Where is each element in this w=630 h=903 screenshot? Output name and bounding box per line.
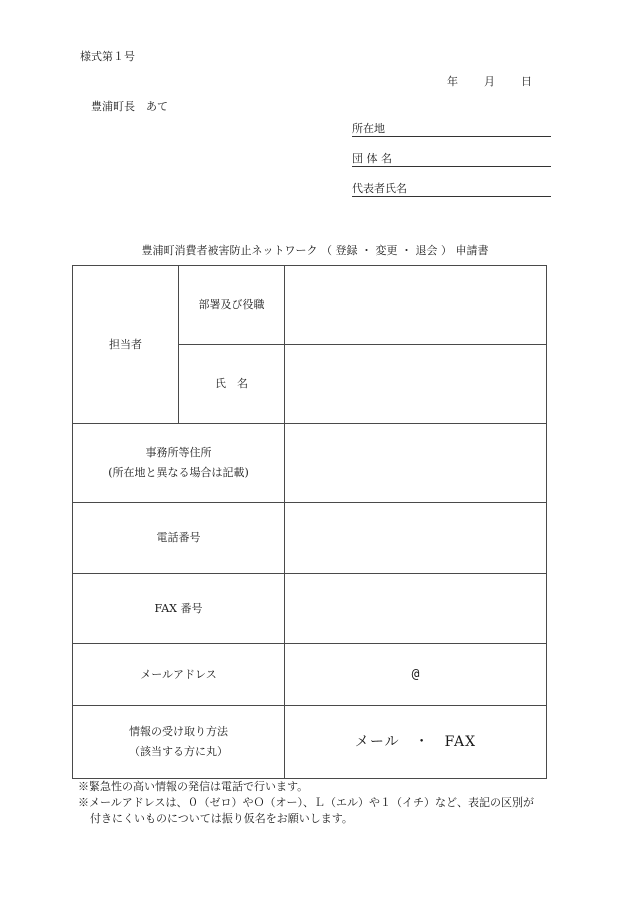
address-field[interactable] [352,121,551,137]
date-day: 日 [521,75,532,88]
department-position-label: 部署及び役職 [179,266,285,345]
table-row [73,706,547,779]
application-table [72,265,547,779]
phone-label: 電話番号 [73,503,285,574]
table-row [73,503,547,574]
date-year: 年 [447,75,458,88]
office-address-label [73,424,285,503]
email-input[interactable] [285,644,547,706]
office-address-line2: (所在地と異なる場合は記載) [108,466,249,479]
fax-label: FAX 番号 [73,574,285,644]
note-2-line1: ※メールアドレスは、０（ゼロ）やＯ（オー）、Ｌ（エル）や１（イチ）など、表記の区別が [78,796,534,809]
table-row [73,644,547,706]
table-row [73,266,547,345]
date-month: 月 [484,75,495,88]
table-row [73,424,547,503]
method-options-text: メール ・ FAX [354,733,477,750]
method-line1: 情報の受け取り方法 [129,725,228,738]
date-line [447,73,558,89]
representative-label: 代表者氏名 [352,182,407,195]
name-input[interactable] [285,345,547,424]
org-name-label: 団 体 名 [352,152,392,165]
table-row [73,574,547,644]
form-title: 豊浦町消費者被害防止ネットワーク （ 登録 ・ 変更 ・ 退会 ） 申請書 [141,244,489,257]
method-line2: （該当する方に丸） [129,745,228,758]
office-address-line1: 事務所等住所 [145,446,212,459]
email-label: メールアドレス [73,644,285,706]
department-position-input[interactable] [285,266,547,345]
phone-input[interactable] [285,503,547,574]
email-at-sign: @ [411,666,420,682]
representative-field[interactable] [352,181,551,197]
method-label [73,706,285,779]
method-options[interactable] [285,706,547,779]
fax-input[interactable] [285,574,547,644]
office-address-input[interactable] [285,424,547,503]
note-1: ※緊急性の高い情報の発信は電話で行います。 [78,780,309,793]
form-number: 様式第１号 [80,50,135,63]
name-label: 氏 名 [179,345,285,424]
address-label: 所在地 [352,122,385,135]
addressee: 豊浦町長 あて [91,100,168,113]
org-name-field[interactable] [352,151,551,167]
contact-person-label: 担当者 [73,266,179,424]
note-2-line2: 付きにくいものについては振り仮名をお願いします。 [90,812,353,825]
